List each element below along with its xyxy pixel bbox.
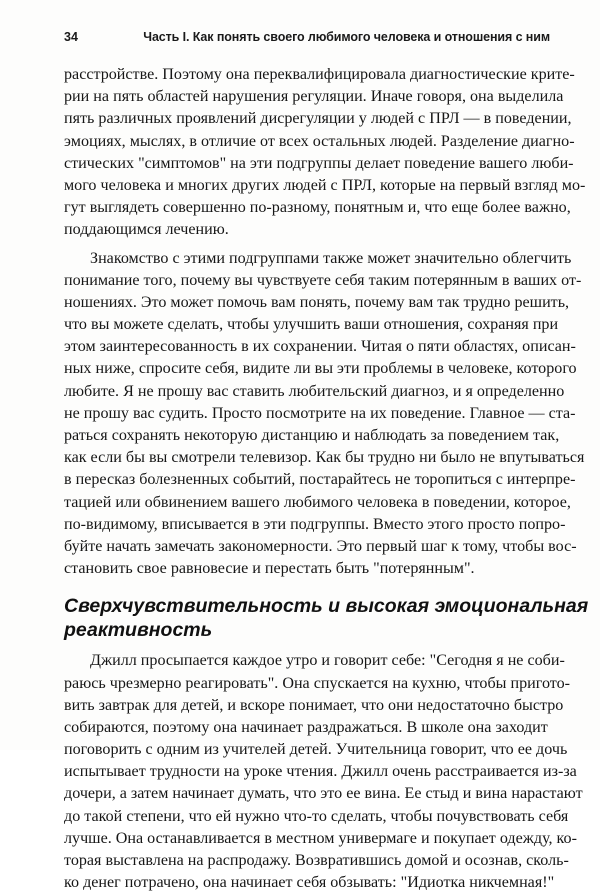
text-line: тацией или обвинением вашего любимого человека в поведении, которое, (64, 493, 571, 511)
text-line: поговорить с одним из учителей детей. Учительница говорит, что ее дочь (64, 741, 568, 759)
text-line: этом заинтересованность в их сохранении. Читая о пяти областях, описан- (64, 338, 576, 356)
text-line: до такой степени, что ей нужно что-то сделать, чтобы почувствовать себя (64, 807, 569, 825)
text-line: ношениях. Это может помочь вам понять, почему вам так трудно решить, (64, 293, 570, 311)
paragraph (64, 248, 585, 581)
text-line: гут выглядеть совершенно по-разному, понятным и, что еще более важно, (64, 199, 571, 217)
running-head: Часть I. Как понять своего любимого человека и отношения с ним (143, 30, 550, 44)
page-header (64, 30, 550, 50)
paragraph (64, 650, 583, 894)
heading-line: реактивность (64, 619, 213, 642)
text-line: торая выставлена на распродажу. Возвратившись домой и осознав, сколь- (64, 852, 569, 869)
text-line: собираются, поэтому она начинает раздражаться. В школе она заходит (64, 718, 548, 736)
text-line: ко денег потрачено, она начинает себя обзывать: "Идиотка никчемная!" (64, 874, 555, 892)
text-line: лучше. Она останавливается в местном универмаге и покупает одежду, ко- (64, 829, 577, 847)
page-number: 34 (64, 30, 78, 44)
text-line: вить завтрак для детей, и вскоре понимает, что они недостаточно быстро (64, 696, 564, 714)
text-line: по-видимому, вписывается в эти подгруппы. Вместо этого просто попро- (64, 515, 566, 533)
heading-line: Сверхчувствительность и высокая эмоциональная (64, 595, 589, 618)
text-line: эмоциях, мыслях, в отличие от всех остальных людей. Разделение диагно- (64, 132, 575, 150)
text-line: рии на пять областей нарушения регуляции. Иначе говоря, она выделила (64, 88, 564, 106)
text-line: в пересказ болезненных событий, постарайтесь не торопиться с интерпре- (64, 471, 576, 489)
text-line: любите. Я не прошу вас ставить любительский диагноз, и я определенно (64, 382, 565, 400)
text-line: буйте начать замечать закономерности. Это первый шаг к тому, чтобы вос- (64, 537, 577, 555)
text-line: раться сохранять некоторую дистанцию и наблюдать за поведением так, (64, 427, 560, 444)
page-body (64, 64, 589, 894)
section-heading (64, 594, 589, 642)
text-line: испытывает трудности на уроке чтения. Джилл очень расстраивается из-за (64, 763, 577, 781)
text-line: как если бы вы смотрели телевизор. Как бы трудно ни было не впутываться (64, 449, 585, 467)
text-line: расстройстве. Поэтому она переквалифицировала диагностические крите- (64, 66, 575, 83)
text-line: не прошу вас судить. Просто посмотрите на их поведение. Главное — ста- (64, 404, 576, 422)
text-line: поддающимся лечению. (64, 221, 229, 239)
text-line: становить свое равновесие и перестать быть "потерянным". (64, 560, 475, 578)
text-line: стических "симптомов" на эти подгруппы делает поведение вашего люби- (64, 154, 574, 172)
text-line: Джилл просыпается каждое утро и говорит себе: "Сегодня я не соби- (90, 652, 565, 670)
text-line: ных ниже, спросите себя, видите ли вы эти проблемы в человеке, которого (64, 360, 577, 378)
text-line: мого человека и многих других людей с ПРЛ, которые на первый взгляд мо- (64, 176, 586, 194)
text-line: что вы можете сделать, чтобы улучшить ваши отношения, сохраняя при (64, 316, 559, 334)
text-line: пять различных проявлений дисрегуляции у людей с ПРЛ — в поведении, (64, 110, 572, 128)
text-line: Знакомство с этими подгруппами также может значительно облегчить (90, 249, 572, 267)
paragraph (64, 64, 586, 242)
text-line: дочери, а затем начинает думать, что это ее вина. Ее стыд и вина нарастают (64, 785, 583, 803)
text-line: раюсь чрезмерно реагировать". Она спускается на кухню, чтобы пригото- (64, 674, 571, 692)
text-line: понимание того, почему вы чувствуете себя таким потерянным в ваших от- (64, 271, 582, 289)
